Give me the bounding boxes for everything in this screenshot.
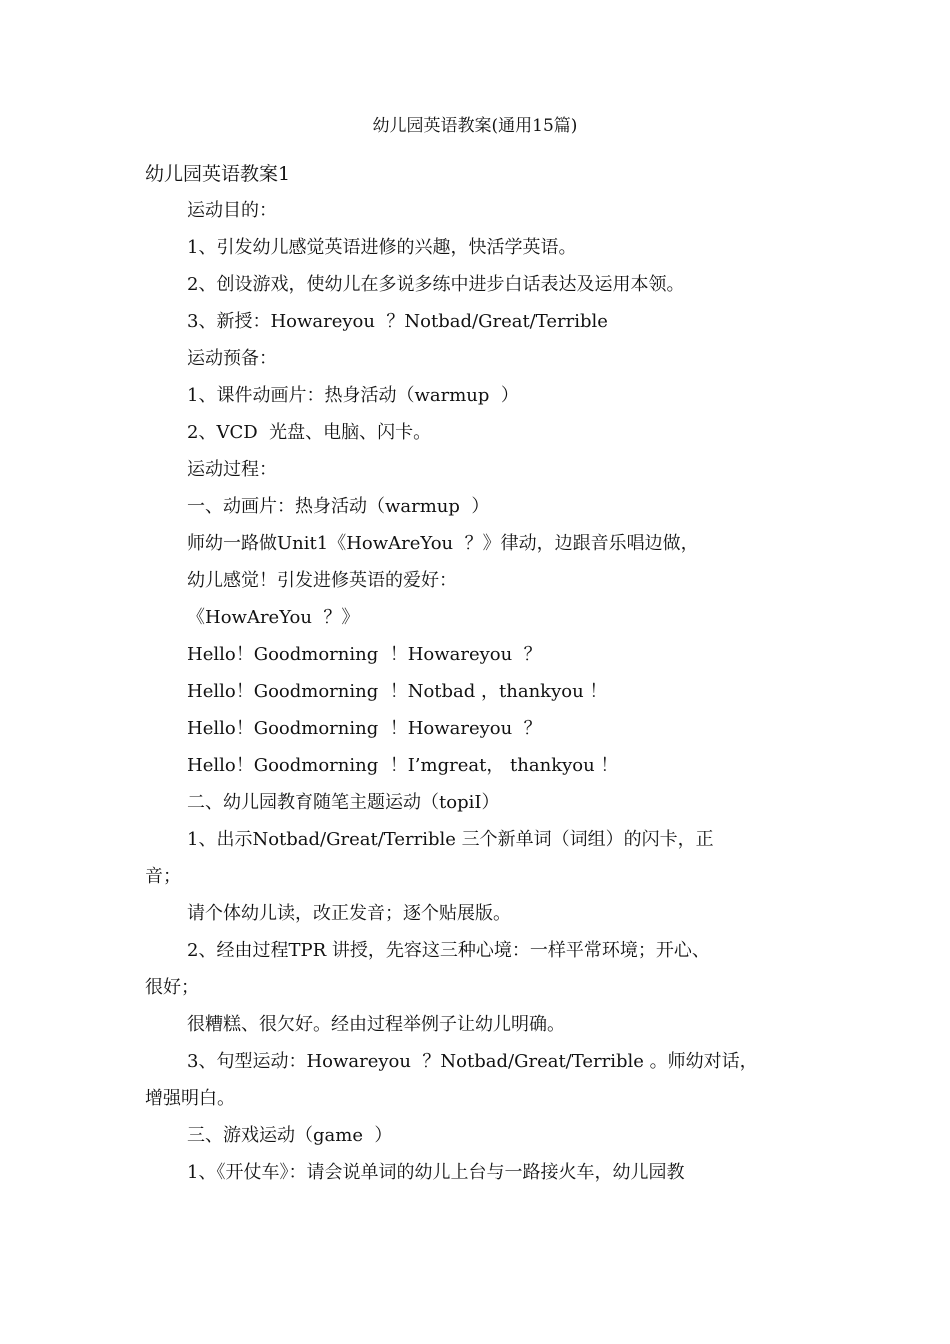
text-line: 3、句型运动：Howareyou ？Notbad/Great/Terrible 。师幼对话， bbox=[187, 1051, 758, 1072]
text-line: 二、幼儿园教育随笔主题运动（topiI） bbox=[187, 792, 500, 813]
song-lyric-line: Hello！Goodmorning ！Notbad ，thankyou ！ bbox=[187, 681, 608, 702]
text-line-continuation: 音； bbox=[145, 866, 181, 887]
text-line: 三、游戏运动（game ） bbox=[187, 1125, 393, 1146]
song-lyric-line: Hello！Goodmorning ！I’mgreat， thankyou ！ bbox=[187, 755, 619, 776]
section-heading: 幼儿园英语教案1 bbox=[145, 163, 291, 185]
text-line: 1、课件动画片：热身活动（warmup ） bbox=[187, 385, 519, 406]
text-line: 2、VCD 光盘、电脑、闪卡。 bbox=[187, 422, 432, 443]
text-line: 运动过程： bbox=[187, 459, 277, 480]
song-lyric-line: Hello！Goodmorning ！Howareyou ？ bbox=[187, 644, 542, 665]
text-line: 师幼一路做Unit1《HowAreYou ？》律动，边跟音乐唱边做， bbox=[187, 533, 699, 554]
text-line: 请个体幼儿读，改正发音；逐个贴展版。 bbox=[187, 903, 511, 924]
text-line: 3、新授：Howareyou ？Notbad/Great/Terrible bbox=[187, 311, 608, 332]
text-line: 2、经由过程TPR 讲授，先容这三种心境：一样平常环境；开心、 bbox=[187, 940, 710, 961]
text-line: 1、引发幼儿感觉英语进修的兴趣，快活学英语。 bbox=[187, 237, 577, 258]
text-line-continuation: 很好； bbox=[145, 977, 199, 998]
document-title: 幼儿园英语教案(通用15篇) bbox=[372, 116, 578, 136]
text-line: 一、动画片：热身活动（warmup ） bbox=[187, 496, 490, 517]
text-line: 幼儿感觉！引发进修英语的爱好： bbox=[187, 570, 457, 591]
text-line: 运动目的： bbox=[187, 200, 277, 221]
text-line: 1、出示Notbad/Great/Terrible 三个新单词（词组）的闪卡，正 bbox=[187, 829, 714, 850]
text-line: 很糟糕、很欠好。经由过程举例子让幼儿明确。 bbox=[187, 1014, 565, 1035]
text-line: 1、《开仗车》：请会说单词的幼儿上台与一路接火车，幼儿园教 bbox=[187, 1162, 685, 1183]
song-title: 《HowAreYou ？》 bbox=[187, 607, 360, 628]
text-line: 2、创设游戏，使幼儿在多说多练中进步白话表达及运用本领。 bbox=[187, 274, 685, 295]
text-line: 运动预备： bbox=[187, 348, 277, 369]
text-line-continuation: 增强明白。 bbox=[145, 1088, 235, 1109]
song-lyric-line: Hello！Goodmorning ！Howareyou ？ bbox=[187, 718, 542, 739]
